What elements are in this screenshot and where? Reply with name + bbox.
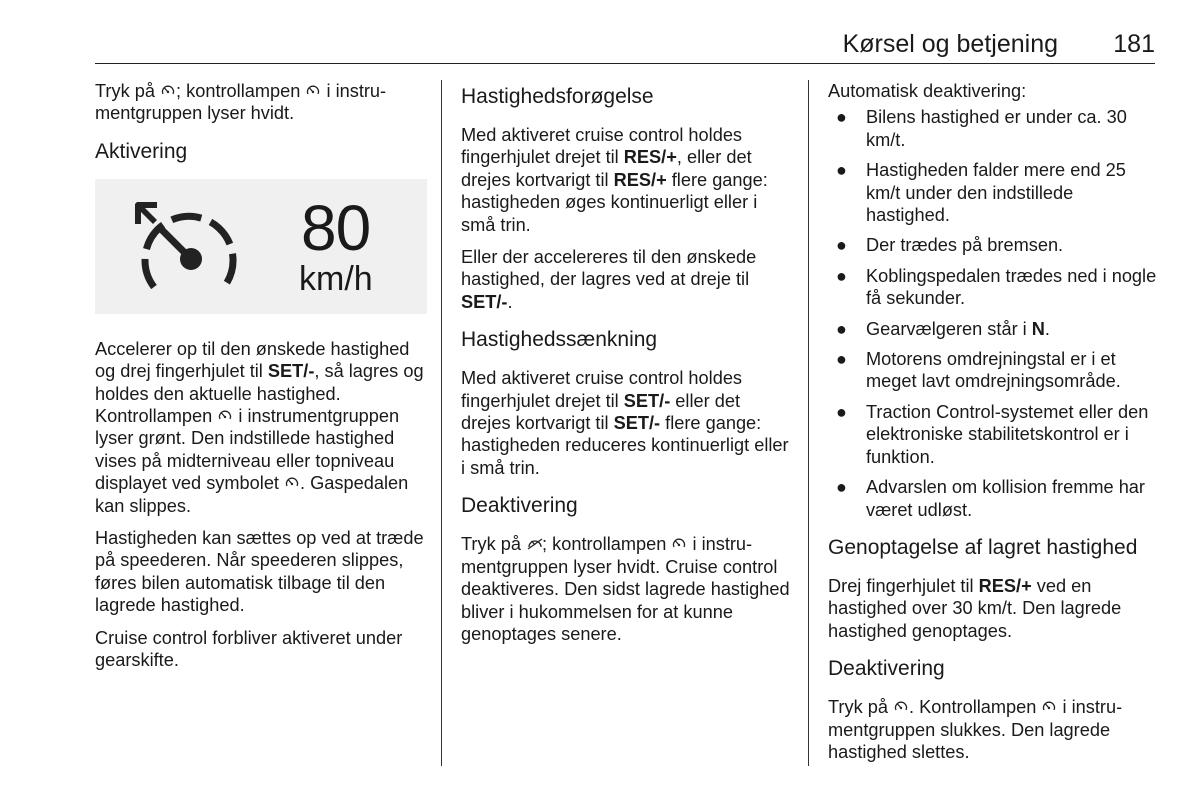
list-item: ● Gearvælgeren står i N. xyxy=(836,318,1050,339)
list-item: ● Bilens hastighed er under ca. 30 km/t. xyxy=(836,107,1127,150)
heading-deactivation: Deaktivering xyxy=(461,494,578,518)
cruise-control-icon xyxy=(306,84,320,98)
speedometer-icon xyxy=(133,199,243,299)
column-divider-2 xyxy=(808,80,809,766)
cruise-control-icon xyxy=(672,537,686,551)
speed-value: 80 xyxy=(301,191,371,264)
heading-speed-decrease: Hastighedssænkning xyxy=(461,328,658,352)
paragraph-accelerate: Accelerer op til den ønskede hastighed og drej fingerhjulet til SET/-, så lagres og holdes den aktuelle hastighed. Kontrollampen i instrumentgruppen lyser grønt. Den indstillede hastighed vises på midterniveau eller topniveau displayet ved symbolet . Gaspedalen kan slippes. xyxy=(95,338,424,516)
heading-resume: Genoptagelse af lagret hastighed xyxy=(828,535,1138,559)
cruise-display-figure xyxy=(95,179,427,314)
cruise-control-icon xyxy=(218,409,232,423)
auto-deactivation-list xyxy=(828,106,1158,521)
paragraph-speed-up: Hastigheden kan sættes op ved at træde på speederen. Når speederen slippes, føres bilen automatisk tilbage til den lagrede hastighed. xyxy=(95,528,424,616)
column-divider-1 xyxy=(441,80,442,766)
paragraph-deactivation: Tryk på ; kontrollampen i instrumentgruppen lyser hvidt. Cruise control deaktiveres. Den sidst lagrede hastighed bliver i hukommelsen for at kunne genoptages senere. xyxy=(461,534,790,644)
paragraph-gearshift: Cruise control forbliver aktiveret under gearskifte. xyxy=(95,627,403,671)
paragraph-accelerate-store: Eller der accelereres til den ønskede hastighed, der lagres ved at dreje til SET/-. xyxy=(461,247,757,312)
header-rule xyxy=(95,63,1155,64)
heading-deactivation-2: Deaktivering xyxy=(828,657,945,681)
cruise-control-icon xyxy=(1042,700,1056,714)
list-item: ● Hastigheden falder mere end 25 km/t under den indstillede hastighed. xyxy=(836,160,1126,226)
list-item: ● Koblingspedalen trædes ned i nogle få sekunder. xyxy=(836,265,1157,309)
auto-deactivation-intro: Automatisk deaktivering: xyxy=(828,81,1027,101)
speed-unit: km/h xyxy=(299,259,373,298)
cruise-control-icon xyxy=(285,476,299,490)
list-item: ● Motorens omdrejningstal er i et meget lavt omdrejningsområde. xyxy=(836,349,1121,392)
cruise-control-icon xyxy=(894,700,908,714)
paragraph-decrease: Med aktiveret cruise control holdes fingerhjulet drejet til SET/- eller det drejes kortvarigt til SET/- flere gange: hastigheden reduceres kontinuerligt eller i små trin. xyxy=(461,368,789,478)
list-item: ● Traction Control-systemet eller den elektroniske stabilitetskontrol er i funktion. xyxy=(836,401,1149,467)
cruise-control-off-icon xyxy=(527,537,541,551)
column-1 xyxy=(95,80,427,682)
page-number: 181 xyxy=(1113,30,1155,58)
column-2 xyxy=(461,80,791,655)
list-item: ● Der trædes på bremsen. xyxy=(836,235,1064,256)
header-title: Kørsel og betjening xyxy=(842,30,1058,58)
intro-paragraph: Tryk på ; kontrollampen i instrumentgruppen lyser hvidt. xyxy=(95,81,387,124)
paragraph-resume: Drej fingerhjulet til RES/+ ved en hastighed over 30 km/t. Den lagrede hastighed genoptages. xyxy=(828,575,1122,641)
paragraph-increase: Med aktiveret cruise control holdes fingerhjulet drejet til RES/+, eller det drejes kortvarigt til RES/+ flere gange: hastigheden øges kontinuerligt eller i små trin. xyxy=(461,125,768,235)
heading-activation: Aktivering xyxy=(95,139,188,163)
paragraph-deactivation-2: Tryk på . Kontrollampen i instrumentgruppen slukkes. Den lagrede hastighed slettes. xyxy=(828,697,1123,762)
list-item: ● Advarslen om kollision fremme har været udløst. xyxy=(836,477,1145,520)
cruise-control-icon xyxy=(161,84,175,98)
column-3 xyxy=(828,80,1158,773)
heading-speed-increase: Hastighedsforøgelse xyxy=(461,85,654,108)
